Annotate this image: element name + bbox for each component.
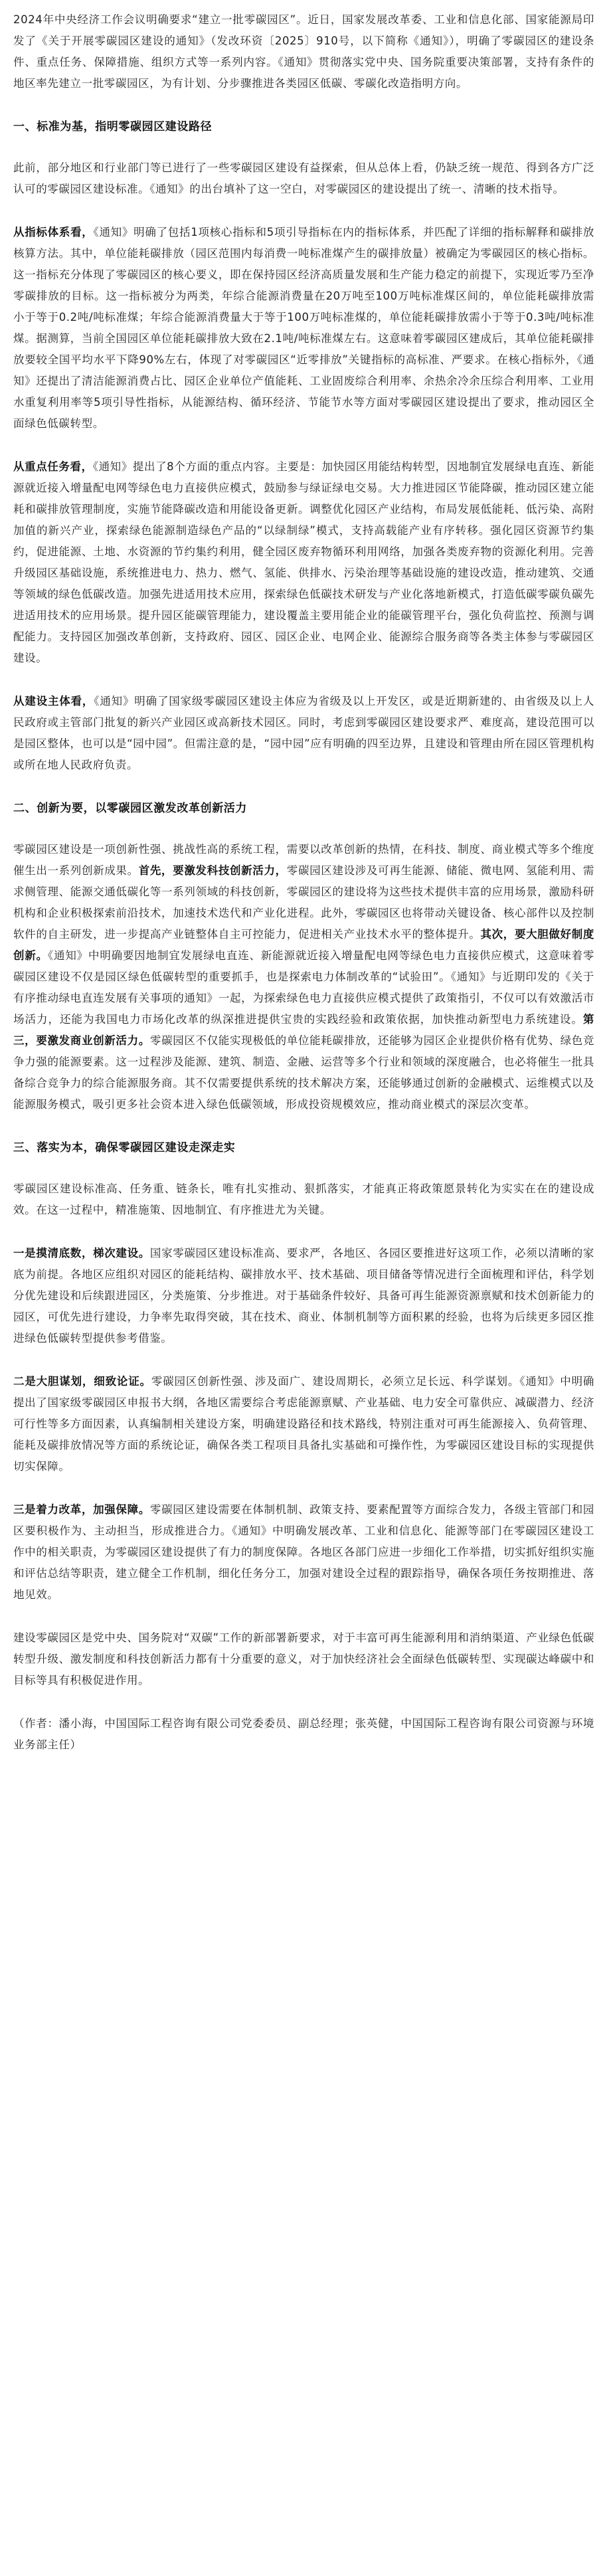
section3-paragraph-intro: 零碳园区建设标准高、任务重、链条长，唯有扎实推动、狠抓落实，才能真正将政策愿景转化为实实在在的建设成效。在这一过程中，精准施策、因地制宜、有序推进尤为关键。 <box>13 1182 594 1216</box>
section3-paragraph-baseline <box>13 1243 594 1349</box>
section3-paragraph-conclusion: 建设零碳园区是党中央、国务院对“双碳”工作的新部署新要求，对于丰富可再生能源利用和消纳渠道、产业绿色低碳转型升级、激发制度和科技创新活力都有十分重要的意义，对于加快经济社会全面绿色低碳转型、实现碳达峰碳中和目标等具有积极促进作用。 <box>13 1631 594 1687</box>
intro-paragraph: 2024年中央经济工作会议明确要求“建立一批零碳园区”。近日，国家发展改革委、工业和信息化部、国家能源局印发了《关于开展零碳园区建设的通知》（发改环资〔2025〕910号，以下简称《通知》），明确了零碳园区的建设条件、重点任务、保障措施、组织方式等一系列内容。《通知》贯彻落实党中央、国务院重要决策部署，支持有条件的地区率先建立一批零碳园区，为有计划、分步骤推进各类园区低碳、零碳化改造指明方向。 <box>13 13 594 90</box>
section-heading-implementation: 三、落实为本，确保零碳园区建设走深走实 <box>13 1141 236 1154</box>
lead-phrase-indicators: 从指标体系看， <box>13 226 94 238</box>
section1-paragraph-background: 此前，部分地区和行业部门等已进行了一些零碳园区建设有益探索，但从总体上看，仍缺乏统一规范、得到各方广泛认可的零碳园区建设标准。《通知》的出台填补了这一空白，对零碳园区的建设提出了统一、清晰的技术指导。 <box>13 161 594 195</box>
paragraph-body-tasks: 《通知》提出了8个方面的重点内容。主要是：加快园区用能结构转型，因地制宜发展绿电直连、新能源就近接入增量配电网等绿色电力直接供应模式，鼓励参与绿证绿电交易。大力推进园区节能降碳，推动园区建立能耗和碳排放管理制度，实施节能降碳改造和用能设备更新。调整优化园区产业结构，布局发展低能耗、低污染、高附加值的新兴产业，探索绿色能源制造绿色产品的“以绿制绿”模式，支持高载能产业有序转移。强化园区资源节约集约，促进能源、土地、水资源的节约集约利用，健全园区废弃物循环利用网络，加强各类废弃物的资源化利用。完善升级园区基础设施，系统推进电力、热力、燃气、氢能、供排水、污染治理等基础设施的建设改造，推动建筑、交通等领域的绿色低碳改造。加强先进适用技术应用，探索绿色低碳技术研发与产业化落地新模式，打造低碳零碳负碳先进适用技术的应用场景。提升园区能碳管理能力，建设覆盖主要用能企业的能碳管理平台，强化负荷监控、预测与调配能力。支持园区加强改革创新，支持政府、园区、园区企业、电网企业、能源综合服务商等各类主体参与零碳园区建设。 <box>13 460 595 664</box>
paragraph-body-indicators: 《通知》明确了包括1项核心指标和5项引导指标在内的指标体系，并匹配了详细的指标解释和碳排放核算方法。其中，单位能耗碳排放（园区范围内每消费一吨标准煤产生的碳排放量）被确定为零碳园区的核心指标。这一指标充分体现了零碳园区的核心要义，即在保持园区经济高质量发展和生产能力稳定的前提下，实现近零乃至净零碳排放的目标。这一指标被分为两类，年综合能源消费量在20万吨至100万吨标准煤区间的，单位能耗碳排放需小于等于0.2吨/吨标准煤；年综合能源消费量大于等于100万吨标准煤的，单位能耗碳排放需小于等于0.3吨/吨标准煤。据测算，当前全国园区单位能耗碳排放大致在2.1吨/吨标准煤左右。这意味着零碳园区建成后，其单位能耗碳排放要较全国平均水平下降90%左右，体现了对零碳园区“近零排放”关键指标的高标准、严要求。在核心指标外，《通知》还提出了清洁能源消费占比、园区企业单位产值能耗、工业固废综合利用率、余热余冷余压综合利用率、工业用水重复利用率等5项引导性指标，从能源结构、循环经济、节能节水等方面对零碳园区建设提出了要求，推动园区全面绿色低碳转型。 <box>13 226 594 430</box>
lead-phrase-baseline: 一是摸清底数，梯次建设。 <box>13 1247 150 1259</box>
paragraph-body-reform: 零碳园区建设需要在体制机制、政策支持、要素配置等方面综合发力，各级主管部门和园区要积极作为、主动担当，形成推进合力。《通知》中明确发展改革、工业和信息化、能源等部门在零碳园区建设工作中的相关职责，为零碳园区建设提供了有力的制度保障。各地区各部门应进一步细化工作举措，切实抓好组织实施和评估总结等职责，建立健全工作机制，细化任务分工，加强对建设全过程的跟踪指导，确保各项任务按期推进、落地见效。 <box>13 1503 595 1601</box>
innovation-text-c: 零碳园区建设涉及可再生能源、储能、微电网、氢能利用、需求侧管理、能源交通低碳化等一系列领域的科技创新，零碳园区的建设将为这些技术提供丰富的应用场景，激励科研机构和企业积极探索前沿技术，加速技术迭代和产业化进程。此外，零碳园区也将带动关键设备、核心部件以及控制软件的自主研发，进一步提高产业链整体自主可控能力，促进相关产业技术水平的整体提升。 <box>13 864 594 941</box>
paragraph-body-baseline: 国家零碳园区建设标准高、要求严，各地区、各园区要推进好这项工作，必须以清晰的家底为前提。各地区应组织对园区的能耗结构、碳排放水平、技术基础、项目储备等情况进行全面梳理和评估，科学划分优先建设和后续跟进园区，分类施策、分步推进。对于基础条件较好、具备可再生能源资源禀赋和技术创新能力的园区，可优先进行建设，力争率先取得突破，其在技术、商业、体制机制等方面积累的经验，也将为后续更多园区推进绿色低碳转型提供参考借鉴。 <box>13 1247 595 1344</box>
innovation-text-e: 零碳园区不仅能实现极低的单位能耗碳排放，还能够为园区企业提供价格有优势、绿色竞争力强的能源要素。这一过程涉及能源、建筑、制造、金融、运营等多个行业和领域的深度融合，也必将催生一批具备综合竞争力的综合能源服务商。其不仅需要提供系统的技术解决方案，还能够通过创新的金融模式、运维模式以及能源服务模式，吸引更多社会资本进入绿色低碳领域，形成投资规模效应，推动商业模式的深层次变革。 <box>13 1034 595 1111</box>
section2-paragraph-innovation <box>13 839 594 1115</box>
lead-phrase-subjects: 从建设主体看， <box>13 695 94 707</box>
lead-phrase-institutional-innovation: 其次，要大胆做好制度创新。 <box>13 928 595 962</box>
section-heading-standards: 一、标准为基，指明零碳园区建设路径 <box>13 120 213 134</box>
innovation-text-d: 《通知》中明确要因地制宜发展绿电直连、新能源就近接入增量配电网等绿色电力直接供应模式，这意味着零碳园区建设不仅是园区绿色低碳转型的重要抓手，也是探索电力体制改革的“试验田”。《通知》与近期印发的《关于有序推动绿电直连发展有关事项的通知》一起，为探索绿色电力直接供应模式提供了政策指引，不仅可以有效激活市场活力，还能为我国电力市场化改革的纵深推进提供宝贵的实践经验和政策依据，加快推动新型电力系统建设。 <box>13 949 594 1026</box>
section1-paragraph-subjects <box>13 691 594 776</box>
paragraph-body-planning: 零碳园区创新性强、涉及面广、建设周期长，必须立足长远、科学谋划。《通知》中明确提出了国家级零碳园区申报书大纲，各地区需要综合考虑能源禀赋、产业基础、电力安全可靠供应、减碳潜力、经济可行性等多方面因素，认真编制相关建设方案，明确建设路径和技术路线，特别注重对可再生能源接入、负荷管理、能耗及碳排放情况等方面的系统论证，确保各类工程项目具备扎实基础和可操作性，为零碳园区建设目标的实现提供切实保障。 <box>13 1375 594 1473</box>
section1-paragraph-indicators <box>13 222 594 434</box>
innovation-text-a: 零碳园区建设是一项创新性强、挑战性高的系统工程，需要以改革创新的热情，在科技、制度、商业模式等多个维度催生出一系列创新成果。 <box>13 843 594 877</box>
lead-phrase-business-innovation: 第三，要激发商业创新活力。 <box>13 1013 594 1047</box>
paragraph-body-subjects: 《通知》明确了国家级零碳园区建设主体应为省级及以上开发区，或是近期新建的、由省级及以上人民政府或主管部门批复的新兴产业园区或高新技术园区。同时，考虑到零碳园区建设要求严、难度高，建设范围可以是园区整体，也可以是“园中园”。但需注意的是，“园中园”应有明确的四至边界，且建设和管理由所在园区管理机构或所在地人民政府负责。 <box>13 695 594 771</box>
lead-phrase-tech-innovation: 首先，要激发科技创新活力， <box>138 864 287 877</box>
section3-paragraph-planning <box>13 1371 594 1477</box>
section-heading-innovation: 二、创新为要，以零碳园区激发改革创新活力 <box>13 802 247 815</box>
lead-phrase-reform: 三是着力改革，加强保障。 <box>13 1503 150 1516</box>
author-note: （作者：潘小海，中国国际工程咨询有限公司党委委员、副总经理；张英健，中国国际工程咨询有限公司资源与环境业务部主任） <box>13 1717 594 1751</box>
lead-phrase-planning: 二是大胆谋划，细致论证。 <box>13 1375 151 1388</box>
section3-paragraph-reform <box>13 1499 594 1606</box>
lead-phrase-tasks: 从重点任务看， <box>13 460 93 473</box>
section1-paragraph-tasks <box>13 456 594 669</box>
